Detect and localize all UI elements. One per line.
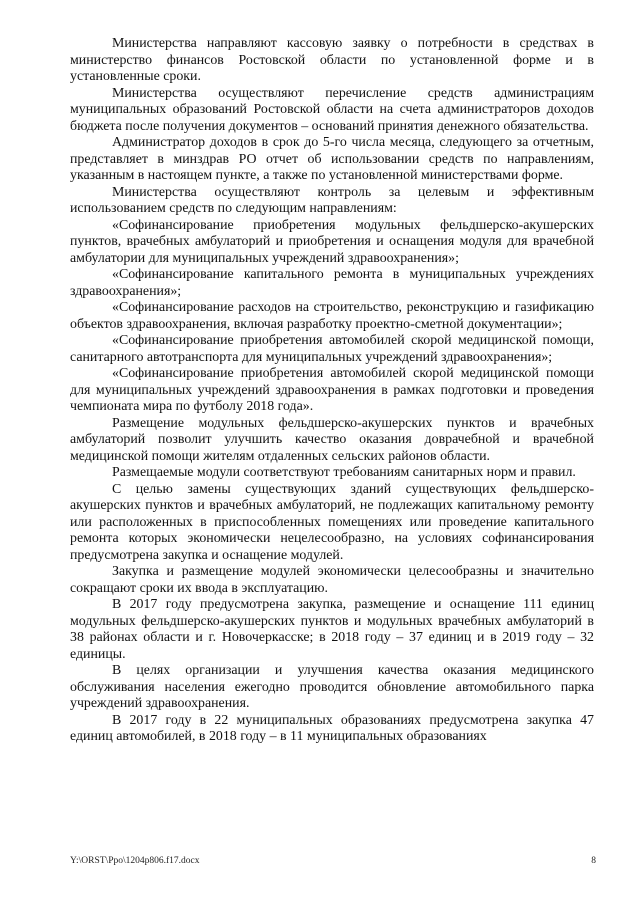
- paragraph: С целью замены существующих зданий существующих фельдшерско-акушерских пунктов и врачебных амбулаторий, не подлежащих капитальному ремонту или расположенных в приспособленных помещениях или проведение капитального ремонта которых экономически нецелесообразно, на условиях софинансирования предусмотрена закупка и оснащение модулей.: [70, 481, 594, 563]
- paragraph: Министерства направляют кассовую заявку о потребности в средствах в министерство финансов Ростовской области по установленной форме и в установленные сроки.: [70, 36, 594, 84]
- page-number: 8: [591, 856, 596, 866]
- paragraph: Министерства осуществляют перечисление средств администрациям муниципальных образований Ростовской области на счета администраторов доходов бюджета после получения документов – оснований принятия денежного обязательства.: [70, 85, 594, 134]
- paragraph: Закупка и размещение модулей экономически целесообразны и значительно сокращают сроки их ввода в эксплуатацию.: [70, 564, 594, 596]
- paragraph: В целях организации и улучшения качества оказания медицинского обслуживания населения ежегодно проводится обновление автомобильного парка учреждений здравоохранения.: [70, 663, 594, 711]
- paragraph: Министерства осуществляют контроль за целевым и эффективным использованием средств по следующим направлениям:: [70, 184, 594, 216]
- list-item-paragraph: «Софинансирование приобретения автомобилей скорой медицинской помощи, санитарного автотранспорта для муниципальных учреждений здравоохранения»;: [70, 333, 594, 365]
- paragraph: В 2017 году предусмотрена закупка, размещение и оснащение 111 единиц модульных фельдшерско-акушерских пунктов и модульных врачебных амбулаторий в 38 районах области и г. Новочеркасске; в 2018 году – 37 единиц и в 2019 году – 32 единицы.: [70, 597, 594, 662]
- paragraph: Администратор доходов в срок до 5-го числа месяца, следующего за отчетным, представляет в минздрав РО отчет об использовании средств по направлениям, указанным в настоящем пункте, а также по установленной министерствами форме.: [70, 135, 594, 183]
- list-item-paragraph: «Софинансирование приобретения модульных фельдшерско-акушерских пунктов, врачебных амбулаторий и приобретения и оснащения модуля для врачебной амбулатории для муниципальных учреждений здравоохранения»;: [70, 217, 594, 266]
- footer-file-path: Y:\ORST\Ppo\1204p806.f17.docx: [70, 856, 200, 866]
- paragraph: Размещение модульных фельдшерско-акушерских пунктов и врачебных амбулаторий позволит улучшить качество оказания доврачебной и врачебной медицинской помощи жителям отдаленных сельских районов области.: [70, 415, 594, 464]
- list-item-paragraph: «Софинансирование приобретения автомобилей скорой медицинской помощи для муниципальных учреждений здравоохранения в рамках подготовки и проведения чемпионата мира по футболу 2018 года».: [70, 366, 594, 414]
- list-item-paragraph: «Софинансирование капитального ремонта в муниципальных учреждениях здравоохранения»;: [70, 267, 594, 299]
- list-item-paragraph: «Софинансирование расходов на строительство, реконструкцию и газификацию объектов здравоохранения, включая разработку проектно-сметной документации»;: [70, 300, 594, 332]
- paragraph: Размещаемые модули соответствуют требованиям санитарных норм и правил.: [112, 465, 576, 480]
- document-body: [70, 36, 594, 746]
- paragraph: В 2017 году в 22 муниципальных образованиях предусмотрена закупка 47 единиц автомобилей, в 2018 году – в 11 муниципальных образованиях: [70, 712, 594, 744]
